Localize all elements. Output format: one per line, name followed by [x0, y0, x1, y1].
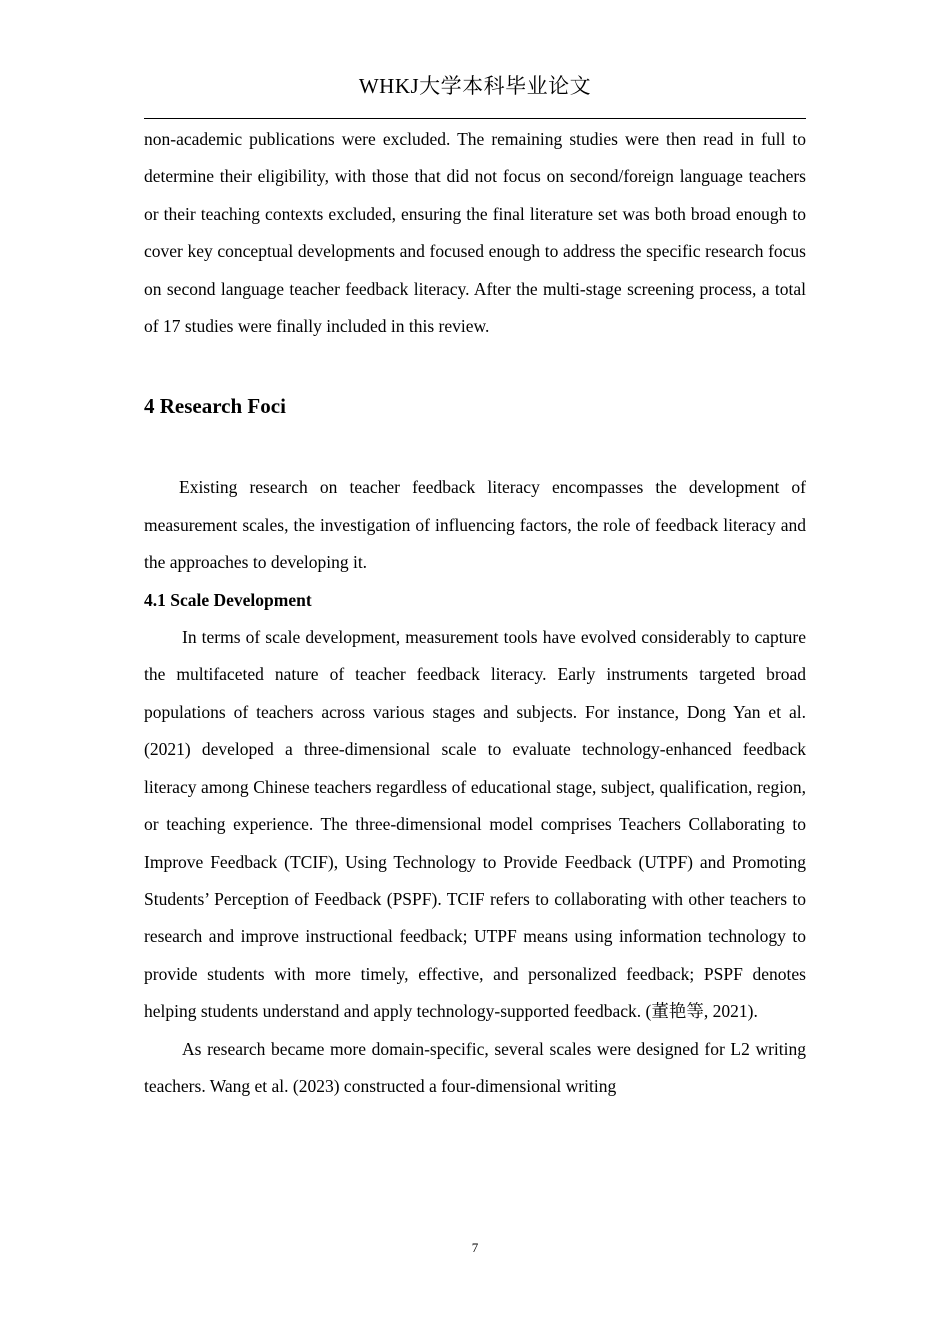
page-number: 7: [471, 1240, 479, 1255]
section-heading: 4 Research Foci: [144, 394, 286, 419]
section-intro-paragraph: Existing research on teacher feedback literacy encompasses the development of measurement scales, the investigation of influencing factors, the role of feedback literacy and the approaches to developing it.: [144, 477, 806, 573]
header-rule: [144, 118, 806, 119]
scale-development-paragraph: In terms of scale development, measurement tools have evolved considerably to capture the multifaceted nature of teacher feedback literacy. Early instruments targeted broad populations of teachers across various stages and subjects. For instance, Dong Yan et al. (2021) developed a three-dimensional scale to evaluate technology-enhanced feedback literacy among Chinese teachers regardless of educational stage, subject, qualification, region, or teaching experience. The three-dimensional model comprises Teachers Collaborating to Improve Feedback (TCIF), Using Technology to Provide Feedback (UTPF) and Promoting Students’ Perception of Feedback (PSPF). TCIF refers to collaborating with other teachers to research and improve instructional feedback; UTPF means using information technology to provide students with more timely, effective, and personalized feedback; PSPF denotes helping students understand and apply technology-supported feedback. (董艳等, 2021).: [144, 627, 806, 1022]
spacer: [144, 345, 806, 388]
spacer: [144, 425, 806, 469]
l2-writing-paragraph: As research became more domain-specific, several scales were designed for L2 writing teachers. Wang et al. (2023) constructed a four-dimensional writing: [144, 1038, 806, 1096]
running-header: WHKJ大学本科毕业论文: [358, 74, 592, 98]
subsection-heading: 4.1 Scale Development: [144, 589, 312, 610]
continued-paragraph: non-academic publications were excluded. The remaining studies were then read in full to determine their eligibility, with those that did not focus on second/foreign language teachers or their teaching contexts excluded, ensuring the final literature set was both broad enough to cover key conceptual developments and focused enough to address the specific research focus on second language teacher feedback literacy. After the multi-stage screening process, a total of 17 studies were finally included in this review.: [144, 129, 806, 337]
page-body: [144, 121, 806, 1105]
